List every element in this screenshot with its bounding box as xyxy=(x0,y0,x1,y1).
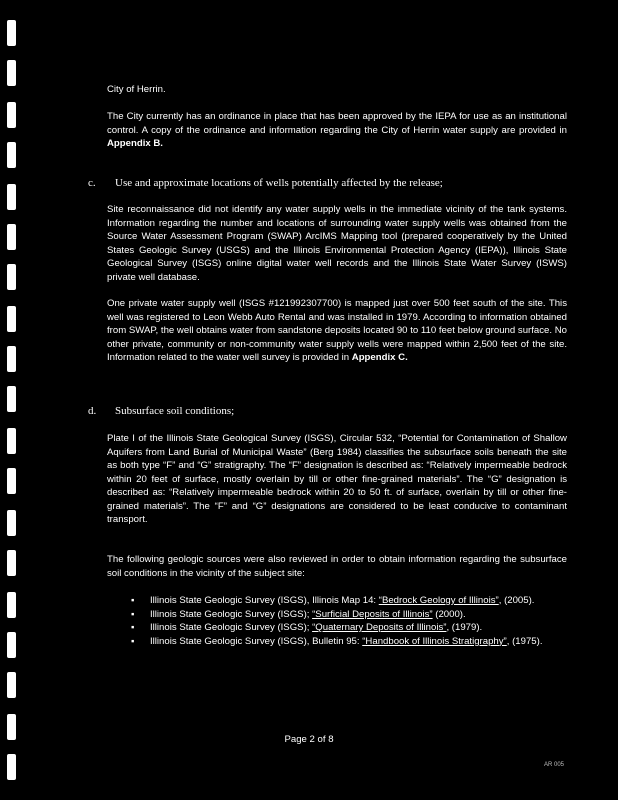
section-d-title: Subsurface soil conditions; xyxy=(115,405,235,417)
wells-paragraph-2 xyxy=(107,297,567,365)
list-item: ▪ Illinois State Geologic Survey (ISGS), Bulletin 95: “Handbook of Illinois Stratigraphy”, (1975). xyxy=(131,635,543,647)
appendix-c-ref: Appendix C. xyxy=(351,352,408,363)
section-d-heading xyxy=(88,405,234,417)
wells-paragraph-2-text: One private water supply well (ISGS #121992307700) is mapped just over 500 feet south of the site. This well was registered to Leon Webb Auto Rental and was installed in 1979. According to information obtained from SWAP, the well obtains water from sandstone deposits located 90 to 110 feet below ground surface. No other private, community or non-community water supply wells were mapped within 2,500 feet of the site. Information related to the water well survey is provided in xyxy=(107,298,567,363)
list-item: ▪ Illinois State Geologic Survey (ISGS), Illinois Map 14: “Bedrock Geology of Illinois”, (2005). xyxy=(131,595,535,606)
soil-paragraph-1: Plate I of the Illinois State Geological Survey (ISGS), Circular 532, “Potential for Contamination of Shallow Aquifers from Land Burial of Municipal Waste” (Berg 1984) classifies the subsurface soils beneath the site as both type “F” and “G” stratigraphy. The “F” designation is described as: “Relatively impermeable bedrock within 20 feet of surface, mostly overlain by till or other fine-grained materials”. The “G” designation is described as: “Relatively impermeable bedrock within 20 to 50 ft. of surface, overlain by till or other fine-grained materials”. The “F” and “G” designations are considered to be least conducive to contaminant transport. xyxy=(107,433,567,525)
reference-title: “Surficial Deposits of Illinois” xyxy=(312,608,433,620)
bullet-icon: ▪ xyxy=(131,622,135,633)
reference-title: “Quaternary Deposits of Illinois” xyxy=(312,622,447,633)
ordinance-text: The City currently has an ordinance in place that has been approved by the IEPA for use as an institutional control. A copy of the ordinance and information regarding the City of Herrin water supply are provided in xyxy=(107,111,567,136)
section-c-heading xyxy=(88,177,443,189)
soil-paragraph-2: The following geologic sources were also reviewed in order to obtain information regarding the subsurface soil conditions in the vicinity of the subject site: xyxy=(107,554,567,579)
section-c-title: Use and approximate locations of wells potentially affected by the release; xyxy=(115,177,443,189)
list-item: ▪ Illinois State Geologic Survey (ISGS); “Surficial Deposits of Illinois” (2000). xyxy=(131,608,466,620)
reference-title: “Bedrock Geology of Illinois” xyxy=(378,595,499,606)
bullet-icon: ▪ xyxy=(131,635,135,647)
appendix-b-ref: Appendix B. xyxy=(107,138,163,149)
section-d-letter: d. xyxy=(88,405,97,417)
reference-title: “Handbook of Illinois Stratigraphy” xyxy=(362,635,507,647)
bullet-icon: ▪ xyxy=(131,595,135,606)
reference-list xyxy=(107,594,567,648)
section-c-letter: c. xyxy=(88,177,96,189)
bates-stamp: AR 005 xyxy=(544,762,565,768)
wells-paragraph-1: Site reconnaissance did not identify any water supply wells in the immediate vicinity of the tank systems. Information regarding the number and locations of surrounding water supply wells was obtained from the Source Water Assessment Program (SWAP) ArcIMS Mapping tool (prepared cooperatively by the United States Geologic Survey (USGS) and the Illinois Environmental Protection Agency (IEPA)), Illinois State Geological Survey (ISGS) online digital water well records and the Illinois State Water Survey (ISWS) private well database. xyxy=(107,204,567,283)
list-item: ▪ Illinois State Geologic Survey (ISGS); “Quaternary Deposits of Illinois”, (1979). xyxy=(131,622,483,633)
bullet-icon: ▪ xyxy=(131,608,135,620)
ordinance-paragraph xyxy=(107,110,567,151)
city-line: City of Herrin. xyxy=(107,84,166,95)
page-number: Page 2 of 8 xyxy=(284,734,334,745)
